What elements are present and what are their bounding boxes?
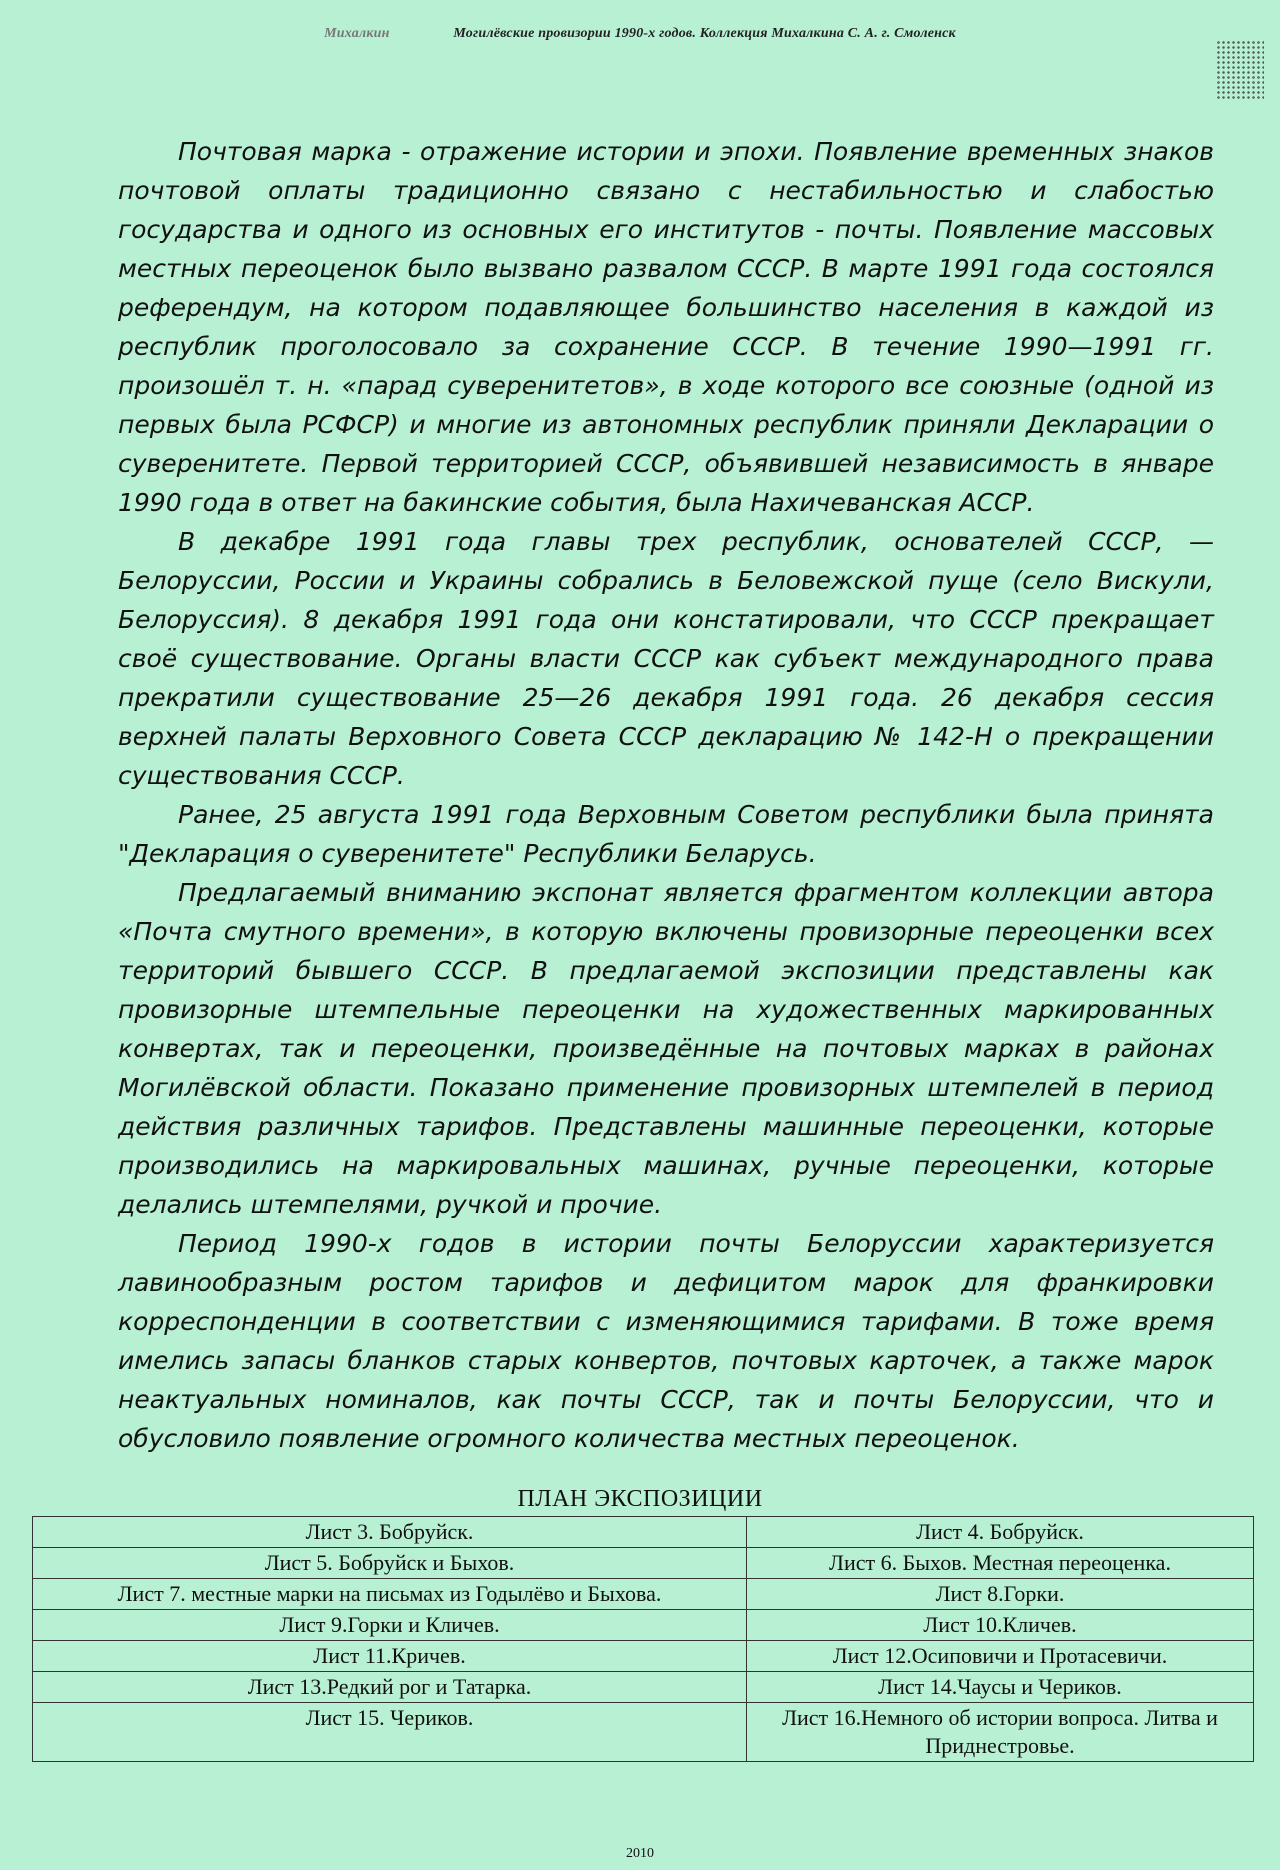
table-cell: Лист 16.Немного об истории вопроса. Литва и Приднестровье.: [747, 1703, 1254, 1762]
table-row: [33, 1517, 1254, 1548]
table-cell: Лист 14.Чаусы и Чериков.: [747, 1672, 1254, 1703]
table-cell: Лист 10.Кличев.: [747, 1610, 1254, 1641]
table-cell: Лист 9.Горки и Кличев.: [33, 1610, 747, 1641]
paragraph: Ранее, 25 августа 1991 года Верховным Советом республики была принята "Декларация о суверенитете" Республики Беларусь.: [118, 800, 1214, 868]
table-cell: Лист 15. Чериков.: [33, 1703, 747, 1762]
header-title: Могилёвские провизории 1990-х годов. Коллекция Михалкина С. А. г. Смоленск: [453, 26, 956, 41]
table-row: [33, 1672, 1254, 1703]
footer-year: 2010: [626, 1846, 654, 1861]
table-cell: Лист 3. Бобруйск.: [33, 1517, 747, 1548]
table-row: [33, 1703, 1254, 1762]
table-cell: Лист 5. Бобруйск и Быхов.: [33, 1548, 747, 1579]
body-text: [118, 132, 1214, 1458]
table-cell: Лист 6. Быхов. Местная переоценка.: [747, 1548, 1254, 1579]
table-row: [33, 1610, 1254, 1641]
paragraph: Период 1990-х годов в истории почты Белоруссии характеризуется лавинообразным ростом тарифов и дефицитом марок для франкировки корреспонденции в соответствии с изменяющимися тарифами. В тоже время имелись запасы бланков старых конвертов, почтовых карточек, а также марок неактуальных номиналов, как почты СССР, так и почты Белоруссии, что и обусловило появление огромного количества местных переоценок.: [118, 1229, 1214, 1453]
table-cell: Лист 11.Кричев.: [33, 1641, 747, 1672]
scan-dot-pattern: [1216, 40, 1264, 100]
table-cell: Лист 7. местные марки на письмах из Годылёво и Быхова.: [33, 1579, 747, 1610]
page-header: [0, 26, 1280, 42]
table-cell: Лист 8.Горки.: [747, 1579, 1254, 1610]
plan-title: ПЛАН ЭКСПОЗИЦИИ: [517, 1486, 763, 1512]
table-row: [33, 1641, 1254, 1672]
header-author-faded: Михалкин: [324, 26, 390, 41]
paragraph: Почтовая марка - отражение истории и эпохи. Появление временных знаков почтовой оплаты традиционно связано с нестабильностью и слабостью государства и одного из основных его институтов - почты. Появление массовых местных переоценок было вызвано развалом СССР. В марте 1991 года состоялся референдум, на котором подавляющее большинство населения в каждой из республик проголосовало за сохранение СССР. В течение 1990—1991 гг. произошёл т. н. «парад суверенитетов», в ходе которого все союзные (одной из первых была РСФСР) и многие из автономных республик приняли Декларации о суверенитете. Первой территорией СССР, объявившей независимость в январе 1990 года в ответ на бакинские события, была Нахичеванская АССР.: [118, 137, 1214, 517]
table-cell: Лист 12.Осиповичи и Протасевичи.: [747, 1641, 1254, 1672]
paragraph: Предлагаемый вниманию экспонат является фрагментом коллекции автора «Почта смутного времени», в которую включены провизорные переоценки всех территорий бывшего СССР. В предлагаемой экспозиции представлены как провизорные штемпельные переоценки на художественных маркированных конвертах, так и переоценки, произведённые на почтовых марках в районах Могилёвской области. Показано применение провизорных штемпелей в период действия различных тарифов. Представлены машинные переоценки, которые производились на маркировальных машинах, ручные переоценки, которые делались штемпелями, ручкой и прочие.: [118, 878, 1214, 1219]
table-cell: Лист 13.Редкий рог и Татарка.: [33, 1672, 747, 1703]
table-row: [33, 1579, 1254, 1610]
paragraph: В декабре 1991 года главы трех республик, основателей СССР, — Белоруссии, России и Украины собрались в Беловежской пуще (село Вискули, Белоруссия). 8 декабря 1991 года они констатировали, что СССР прекращает своё существование. Органы власти СССР как субъект международного права прекратили существование 25—26 декабря 1991 года. 26 декабря сессия верхней палаты Верховного Совета СССР декларацию № 142-Н о прекращении существования СССР.: [118, 527, 1214, 790]
table-cell: Лист 4. Бобруйск.: [747, 1517, 1254, 1548]
plan-table: [32, 1516, 1254, 1762]
table-row: [33, 1548, 1254, 1579]
